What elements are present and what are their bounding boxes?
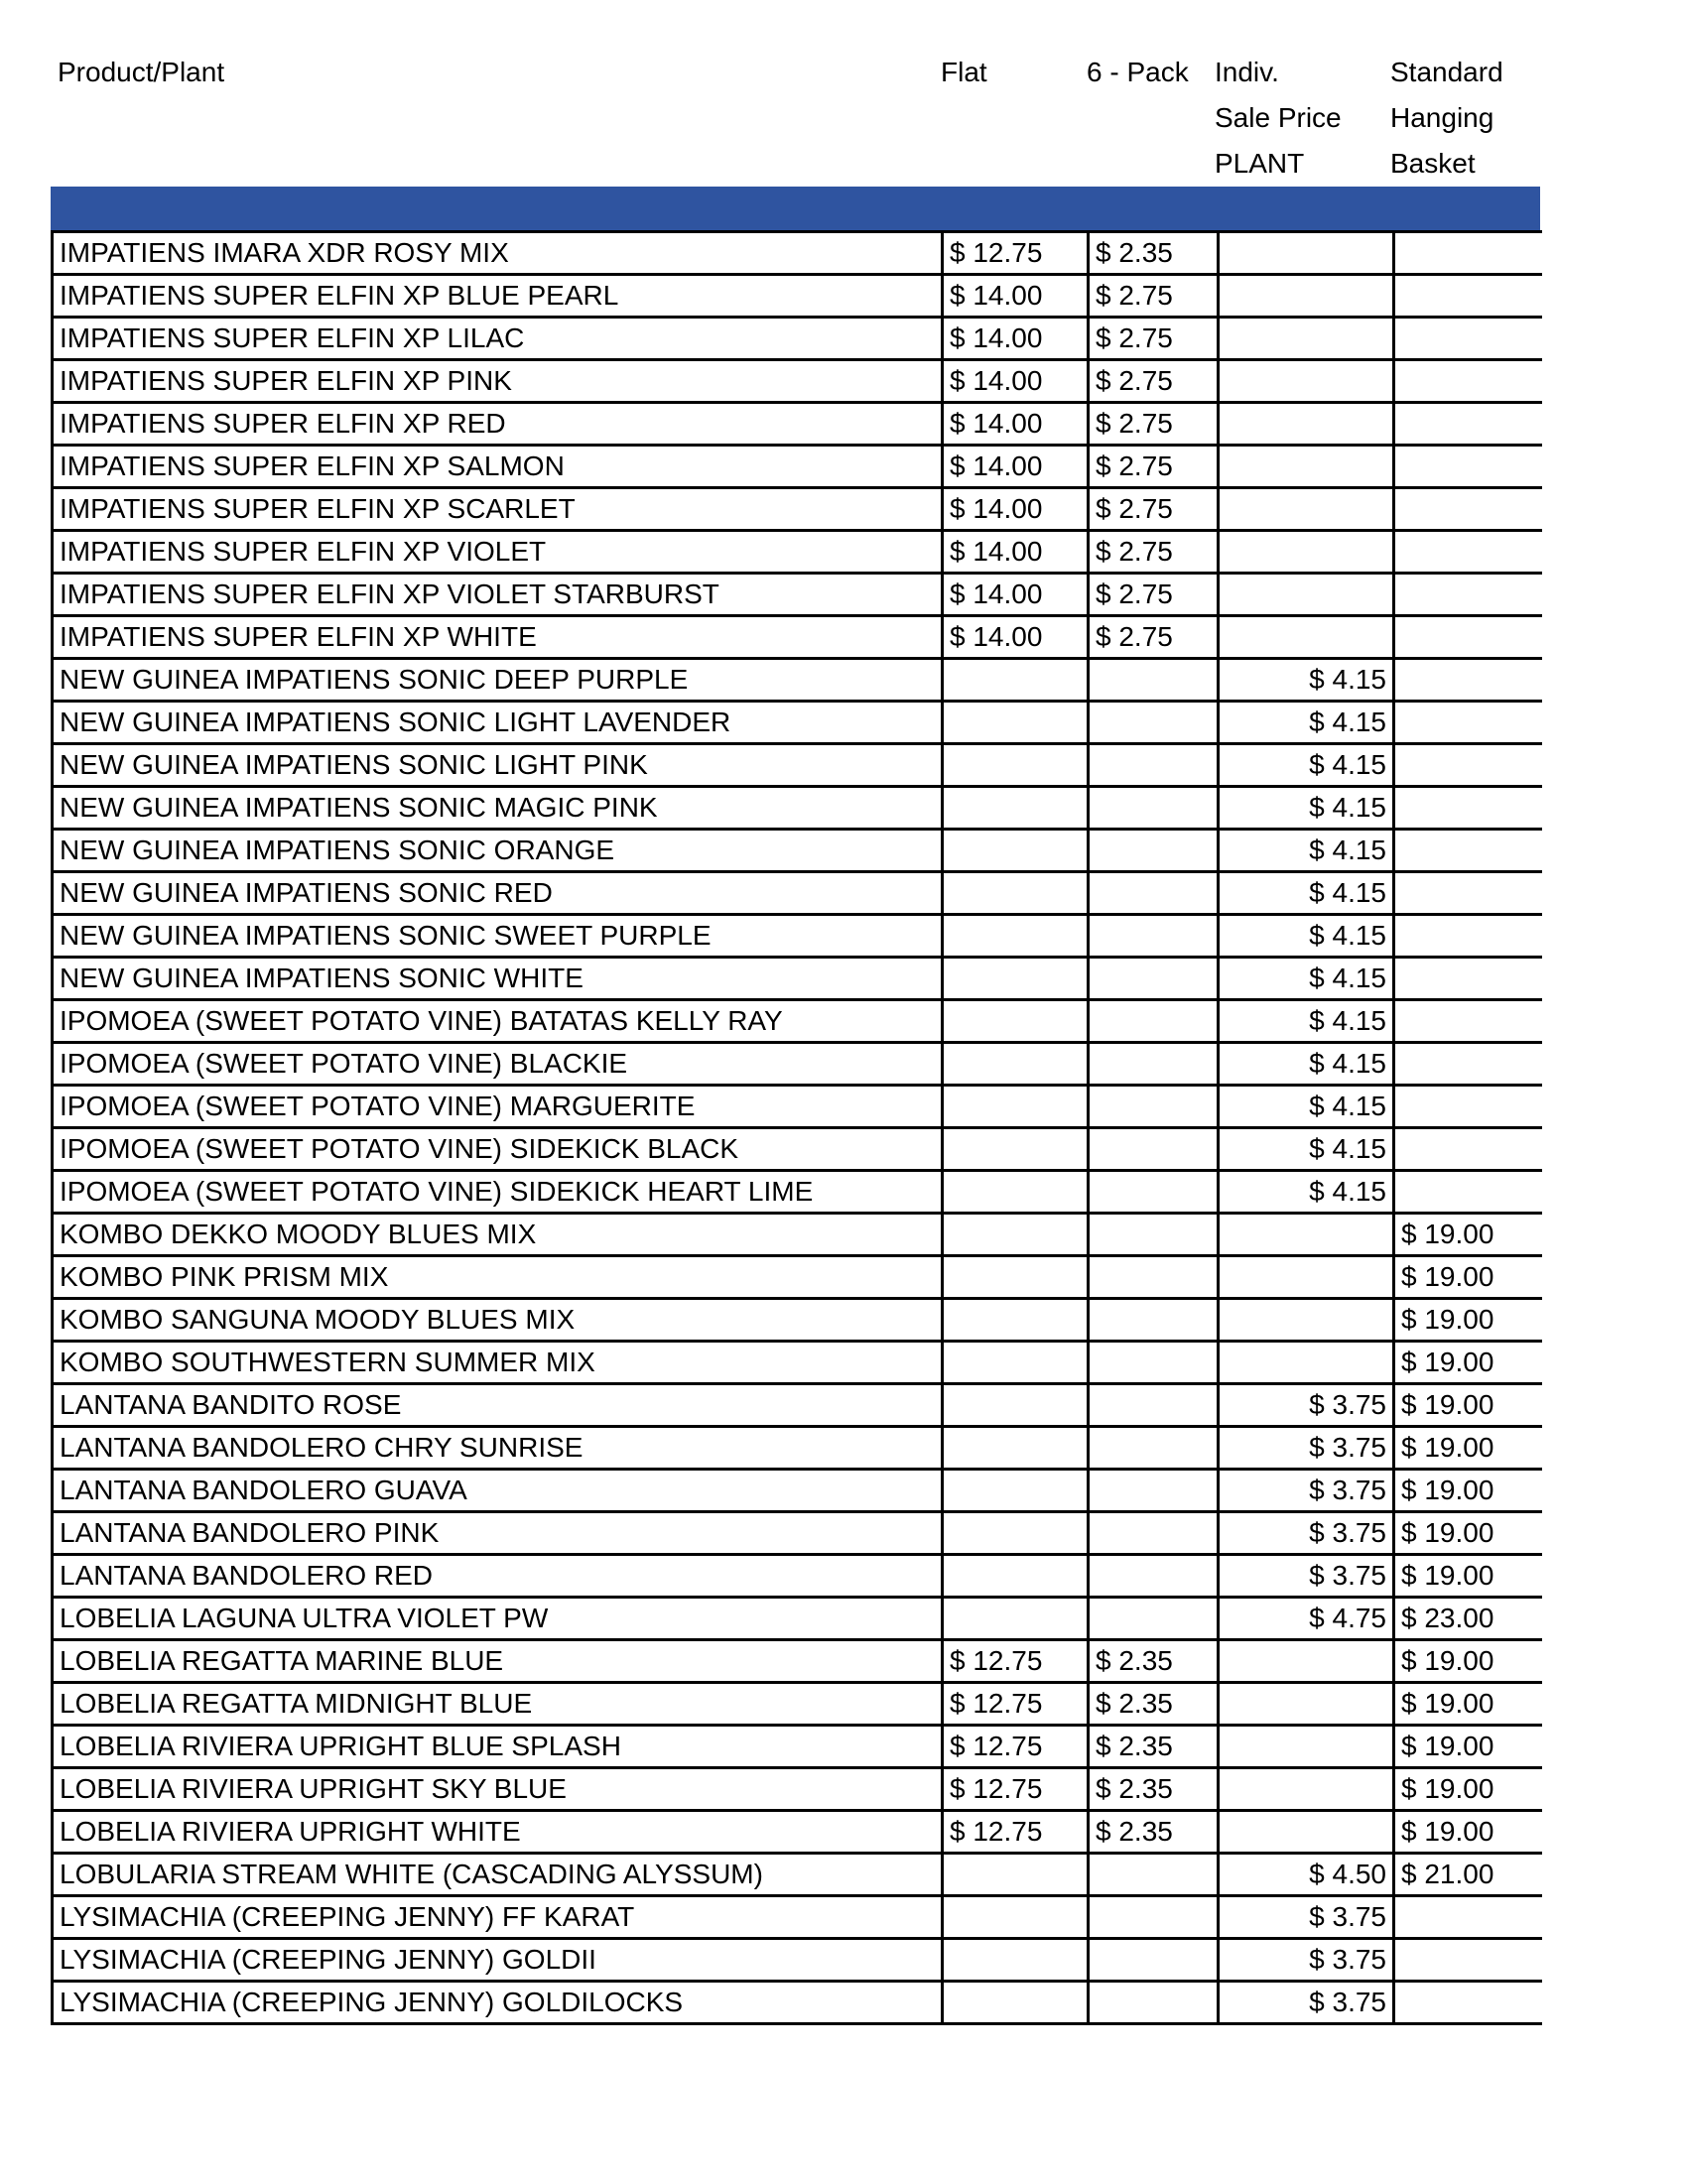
basket-price-cell: $ 19.00 [1394,1299,1542,1342]
basket-price-cell [1394,446,1542,488]
table-row [53,1299,1542,1342]
table-row [53,1342,1542,1384]
six-pack-price-cell: $ 2.75 [1089,488,1219,531]
basket-price-cell [1394,1171,1542,1214]
indiv-price-cell [1219,1683,1394,1726]
table-row [53,1256,1542,1299]
product-cell: IMPATIENS SUPER ELFIN XP VIOLET STARBURST [53,574,943,616]
product-cell: NEW GUINEA IMPATIENS SONIC WHITE [53,958,943,1000]
table-row [53,659,1542,702]
basket-price-cell: $ 19.00 [1394,1427,1542,1470]
product-cell: LOBELIA RIVIERA UPRIGHT BLUE SPLASH [53,1726,943,1768]
price-table [51,230,1542,2025]
product-cell: NEW GUINEA IMPATIENS SONIC LIGHT LAVENDER [53,702,943,744]
header-std-line: Hanging [1390,102,1494,133]
product-cell: IMPATIENS SUPER ELFIN XP BLUE PEARL [53,275,943,318]
flat-price-cell [943,1384,1089,1427]
product-cell: IPOMOEA (SWEET POTATO VINE) SIDEKICK HEART LIME [53,1171,943,1214]
six-pack-price-cell: $ 2.35 [1089,1768,1219,1811]
six-pack-price-cell [1089,787,1219,830]
flat-price-cell [943,1043,1089,1086]
six-pack-price-cell [1089,1086,1219,1128]
basket-price-cell [1394,1896,1542,1939]
product-cell: NEW GUINEA IMPATIENS SONIC RED [53,872,943,915]
basket-price-cell: $ 19.00 [1394,1384,1542,1427]
column-header [58,50,1541,179]
table-row [53,275,1542,318]
indiv-price-cell: $ 3.75 [1219,1427,1394,1470]
product-cell: LOBELIA LAGUNA ULTRA VIOLET PW [53,1598,943,1640]
indiv-price-cell [1219,1214,1394,1256]
six-pack-price-cell [1089,659,1219,702]
table-row [53,958,1542,1000]
indiv-price-cell [1219,1256,1394,1299]
six-pack-price-cell: $ 2.35 [1089,1640,1219,1683]
product-cell: LOBELIA REGATTA MIDNIGHT BLUE [53,1683,943,1726]
flat-price-cell [943,915,1089,958]
basket-price-cell [1394,616,1542,659]
flat-price-cell [943,1939,1089,1982]
indiv-price-cell [1219,275,1394,318]
product-cell: IPOMOEA (SWEET POTATO VINE) SIDEKICK BLACK [53,1128,943,1171]
basket-price-cell [1394,232,1542,275]
indiv-price-cell [1219,1811,1394,1854]
product-cell: NEW GUINEA IMPATIENS SONIC MAGIC PINK [53,787,943,830]
six-pack-price-cell [1089,1299,1219,1342]
table-row [53,1512,1542,1555]
indiv-price-cell [1219,1299,1394,1342]
six-pack-price-cell [1089,1043,1219,1086]
header-six-pack: 6 - Pack [1087,57,1189,87]
basket-price-cell: $ 19.00 [1394,1256,1542,1299]
table-row [53,1683,1542,1726]
indiv-price-cell [1219,1726,1394,1768]
flat-price-cell [943,1086,1089,1128]
flat-price-cell: $ 12.75 [943,1811,1089,1854]
table-row [53,1768,1542,1811]
basket-price-cell [1394,915,1542,958]
indiv-price-cell: $ 4.15 [1219,1000,1394,1043]
product-cell: IPOMOEA (SWEET POTATO VINE) MARGUERITE [53,1086,943,1128]
flat-price-cell: $ 14.00 [943,616,1089,659]
flat-price-cell [943,872,1089,915]
table-row [53,1896,1542,1939]
basket-price-cell [1394,531,1542,574]
product-cell: LYSIMACHIA (CREEPING JENNY) GOLDILOCKS [53,1982,943,2024]
table-row [53,1939,1542,1982]
basket-price-cell [1394,1043,1542,1086]
table-row [53,744,1542,787]
flat-price-cell [943,1854,1089,1896]
table-row [53,318,1542,360]
product-cell: LOBULARIA STREAM WHITE (CASCADING ALYSSUM) [53,1854,943,1896]
basket-price-cell [1394,872,1542,915]
basket-price-cell [1394,702,1542,744]
indiv-price-cell [1219,488,1394,531]
six-pack-price-cell: $ 2.75 [1089,318,1219,360]
product-cell: LANTANA BANDOLERO CHRY SUNRISE [53,1427,943,1470]
flat-price-cell: $ 14.00 [943,446,1089,488]
six-pack-price-cell [1089,1470,1219,1512]
table-row [53,1811,1542,1854]
flat-price-cell: $ 12.75 [943,1726,1089,1768]
product-cell: LOBELIA RIVIERA UPRIGHT SKY BLUE [53,1768,943,1811]
product-cell: LANTANA BANDITO ROSE [53,1384,943,1427]
basket-price-cell: $ 19.00 [1394,1726,1542,1768]
product-cell: IMPATIENS SUPER ELFIN XP LILAC [53,318,943,360]
table-row [53,1726,1542,1768]
flat-price-cell [943,958,1089,1000]
flat-price-cell [943,1214,1089,1256]
product-cell: NEW GUINEA IMPATIENS SONIC LIGHT PINK [53,744,943,787]
flat-price-cell [943,702,1089,744]
flat-price-cell: $ 14.00 [943,531,1089,574]
basket-price-cell: $ 19.00 [1394,1214,1542,1256]
six-pack-price-cell: $ 2.35 [1089,1811,1219,1854]
basket-price-cell: $ 19.00 [1394,1470,1542,1512]
indiv-price-cell: $ 4.15 [1219,702,1394,744]
six-pack-price-cell [1089,958,1219,1000]
flat-price-cell: $ 14.00 [943,318,1089,360]
basket-price-cell: $ 19.00 [1394,1683,1542,1726]
flat-price-cell [943,1000,1089,1043]
indiv-price-cell: $ 4.15 [1219,744,1394,787]
six-pack-price-cell: $ 2.75 [1089,531,1219,574]
header-indiv-line: Sale Price [1215,102,1342,133]
six-pack-price-cell [1089,1854,1219,1896]
indiv-price-cell: $ 4.15 [1219,787,1394,830]
indiv-price-cell: $ 3.75 [1219,1470,1394,1512]
indiv-price-cell: $ 4.15 [1219,1171,1394,1214]
six-pack-price-cell [1089,1512,1219,1555]
table-row [53,1470,1542,1512]
flat-price-cell: $ 12.75 [943,1768,1089,1811]
indiv-price-cell: $ 3.75 [1219,1982,1394,2024]
table-row [53,1598,1542,1640]
product-cell: LOBELIA RIVIERA UPRIGHT WHITE [53,1811,943,1854]
six-pack-price-cell [1089,744,1219,787]
basket-price-cell: $ 21.00 [1394,1854,1542,1896]
indiv-price-cell [1219,1640,1394,1683]
flat-price-cell: $ 12.75 [943,1683,1089,1726]
table-row [53,574,1542,616]
product-cell: LANTANA BANDOLERO RED [53,1555,943,1598]
basket-price-cell: $ 19.00 [1394,1768,1542,1811]
flat-price-cell: $ 12.75 [943,1640,1089,1683]
price-table-body [53,232,1542,2024]
basket-price-cell [1394,403,1542,446]
six-pack-price-cell [1089,1982,1219,2024]
six-pack-price-cell [1089,1342,1219,1384]
table-row [53,403,1542,446]
product-cell: NEW GUINEA IMPATIENS SONIC SWEET PURPLE [53,915,943,958]
indiv-price-cell: $ 4.50 [1219,1854,1394,1896]
basket-price-cell [1394,1000,1542,1043]
indiv-price-cell: $ 3.75 [1219,1939,1394,1982]
indiv-price-cell: $ 3.75 [1219,1384,1394,1427]
header-flat: Flat [941,57,987,87]
indiv-price-cell: $ 4.75 [1219,1598,1394,1640]
flat-price-cell [943,1982,1089,2024]
product-cell: LYSIMACHIA (CREEPING JENNY) FF KARAT [53,1896,943,1939]
table-row [53,702,1542,744]
table-row [53,1171,1542,1214]
indiv-price-cell: $ 3.75 [1219,1512,1394,1555]
indiv-price-cell [1219,232,1394,275]
indiv-price-cell [1219,318,1394,360]
product-cell: IMPATIENS SUPER ELFIN XP RED [53,403,943,446]
six-pack-price-cell: $ 2.75 [1089,275,1219,318]
basket-price-cell [1394,1982,1542,2024]
table-row [53,872,1542,915]
table-row [53,915,1542,958]
table-row [53,1043,1542,1086]
indiv-price-cell [1219,574,1394,616]
indiv-price-cell [1219,616,1394,659]
six-pack-price-cell: $ 2.75 [1089,616,1219,659]
product-cell: IMPATIENS SUPER ELFIN XP PINK [53,360,943,403]
six-pack-price-cell: $ 2.35 [1089,232,1219,275]
six-pack-price-cell [1089,1256,1219,1299]
flat-price-cell: $ 14.00 [943,574,1089,616]
flat-price-cell [943,744,1089,787]
header-standard-hanging-basket [1390,50,1503,187]
indiv-price-cell [1219,1342,1394,1384]
basket-price-cell [1394,1939,1542,1982]
flat-price-cell [943,1171,1089,1214]
six-pack-price-cell [1089,702,1219,744]
table-row [53,787,1542,830]
indiv-price-cell: $ 4.15 [1219,1128,1394,1171]
six-pack-price-cell [1089,1384,1219,1427]
product-cell: NEW GUINEA IMPATIENS SONIC DEEP PURPLE [53,659,943,702]
header-std-line: Standard [1390,57,1503,87]
six-pack-price-cell: $ 2.75 [1089,446,1219,488]
table-row [53,830,1542,872]
basket-price-cell: $ 19.00 [1394,1342,1542,1384]
indiv-price-cell: $ 4.15 [1219,1086,1394,1128]
basket-price-cell [1394,1128,1542,1171]
flat-price-cell: $ 14.00 [943,488,1089,531]
flat-price-cell: $ 14.00 [943,403,1089,446]
flat-price-cell [943,1555,1089,1598]
header-std-line: Basket [1390,148,1476,179]
indiv-price-cell [1219,360,1394,403]
basket-price-cell: $ 19.00 [1394,1512,1542,1555]
product-cell: KOMBO DEKKO MOODY BLUES MIX [53,1214,943,1256]
indiv-price-cell: $ 4.15 [1219,659,1394,702]
six-pack-price-cell [1089,830,1219,872]
table-row [53,616,1542,659]
six-pack-price-cell: $ 2.35 [1089,1683,1219,1726]
flat-price-cell: $ 14.00 [943,360,1089,403]
product-cell: KOMBO PINK PRISM MIX [53,1256,943,1299]
basket-price-cell [1394,318,1542,360]
header-band [51,187,1540,230]
six-pack-price-cell [1089,1128,1219,1171]
six-pack-price-cell [1089,1555,1219,1598]
basket-price-cell [1394,744,1542,787]
six-pack-price-cell [1089,1939,1219,1982]
six-pack-price-cell [1089,1214,1219,1256]
table-row [53,1427,1542,1470]
indiv-price-cell: $ 3.75 [1219,1896,1394,1939]
flat-price-cell [943,787,1089,830]
product-cell: IPOMOEA (SWEET POTATO VINE) BLACKIE [53,1043,943,1086]
flat-price-cell [943,1427,1089,1470]
table-row [53,360,1542,403]
flat-price-cell [943,1128,1089,1171]
header-indiv-line: Indiv. [1215,57,1279,87]
table-row [53,1640,1542,1683]
table-row [53,1086,1542,1128]
indiv-price-cell [1219,403,1394,446]
header-indiv-sale-price [1215,50,1342,187]
header-product: Product/Plant [58,57,225,87]
basket-price-cell [1394,787,1542,830]
product-cell: IMPATIENS IMARA XDR ROSY MIX [53,232,943,275]
basket-price-cell [1394,360,1542,403]
six-pack-price-cell [1089,1896,1219,1939]
table-row [53,1214,1542,1256]
table-row [53,1555,1542,1598]
table-row [53,531,1542,574]
header-indiv-line: PLANT [1215,148,1305,179]
flat-price-cell: $ 14.00 [943,275,1089,318]
indiv-price-cell: $ 3.75 [1219,1555,1394,1598]
product-cell: IMPATIENS SUPER ELFIN XP SCARLET [53,488,943,531]
table-row [53,446,1542,488]
basket-price-cell [1394,659,1542,702]
table-row [53,1982,1542,2024]
table-row [53,1000,1542,1043]
six-pack-price-cell [1089,1171,1219,1214]
table-row [53,232,1542,275]
product-cell: LYSIMACHIA (CREEPING JENNY) GOLDII [53,1939,943,1982]
indiv-price-cell [1219,1768,1394,1811]
six-pack-price-cell: $ 2.75 [1089,574,1219,616]
product-cell: KOMBO SANGUNA MOODY BLUES MIX [53,1299,943,1342]
flat-price-cell [943,1299,1089,1342]
basket-price-cell [1394,574,1542,616]
six-pack-price-cell: $ 2.75 [1089,360,1219,403]
flat-price-cell [943,1512,1089,1555]
product-cell: NEW GUINEA IMPATIENS SONIC ORANGE [53,830,943,872]
table-row [53,488,1542,531]
flat-price-cell [943,659,1089,702]
product-cell: IMPATIENS SUPER ELFIN XP WHITE [53,616,943,659]
basket-price-cell [1394,1086,1542,1128]
six-pack-price-cell [1089,1000,1219,1043]
flat-price-cell [943,1896,1089,1939]
product-cell: IMPATIENS SUPER ELFIN XP SALMON [53,446,943,488]
indiv-price-cell [1219,446,1394,488]
six-pack-price-cell [1089,1598,1219,1640]
six-pack-price-cell [1089,915,1219,958]
product-cell: LANTANA BANDOLERO GUAVA [53,1470,943,1512]
indiv-price-cell: $ 4.15 [1219,1043,1394,1086]
product-cell: KOMBO SOUTHWESTERN SUMMER MIX [53,1342,943,1384]
six-pack-price-cell [1089,872,1219,915]
basket-price-cell: $ 19.00 [1394,1555,1542,1598]
flat-price-cell [943,1256,1089,1299]
indiv-price-cell: $ 4.15 [1219,915,1394,958]
product-cell: LOBELIA REGATTA MARINE BLUE [53,1640,943,1683]
indiv-price-cell: $ 4.15 [1219,830,1394,872]
table-row [53,1384,1542,1427]
product-cell: IPOMOEA (SWEET POTATO VINE) BATATAS KELLY RAY [53,1000,943,1043]
six-pack-price-cell: $ 2.35 [1089,1726,1219,1768]
basket-price-cell: $ 19.00 [1394,1640,1542,1683]
product-cell: LANTANA BANDOLERO PINK [53,1512,943,1555]
indiv-price-cell: $ 4.15 [1219,958,1394,1000]
product-cell: IMPATIENS SUPER ELFIN XP VIOLET [53,531,943,574]
flat-price-cell: $ 12.75 [943,232,1089,275]
indiv-price-cell: $ 4.15 [1219,872,1394,915]
flat-price-cell [943,830,1089,872]
flat-price-cell [943,1598,1089,1640]
table-row [53,1128,1542,1171]
six-pack-price-cell [1089,1427,1219,1470]
six-pack-price-cell: $ 2.75 [1089,403,1219,446]
table-row [53,1854,1542,1896]
flat-price-cell [943,1470,1089,1512]
basket-price-cell: $ 19.00 [1394,1811,1542,1854]
basket-price-cell [1394,275,1542,318]
basket-price-cell: $ 23.00 [1394,1598,1542,1640]
basket-price-cell [1394,958,1542,1000]
basket-price-cell [1394,488,1542,531]
indiv-price-cell [1219,531,1394,574]
basket-price-cell [1394,830,1542,872]
flat-price-cell [943,1342,1089,1384]
